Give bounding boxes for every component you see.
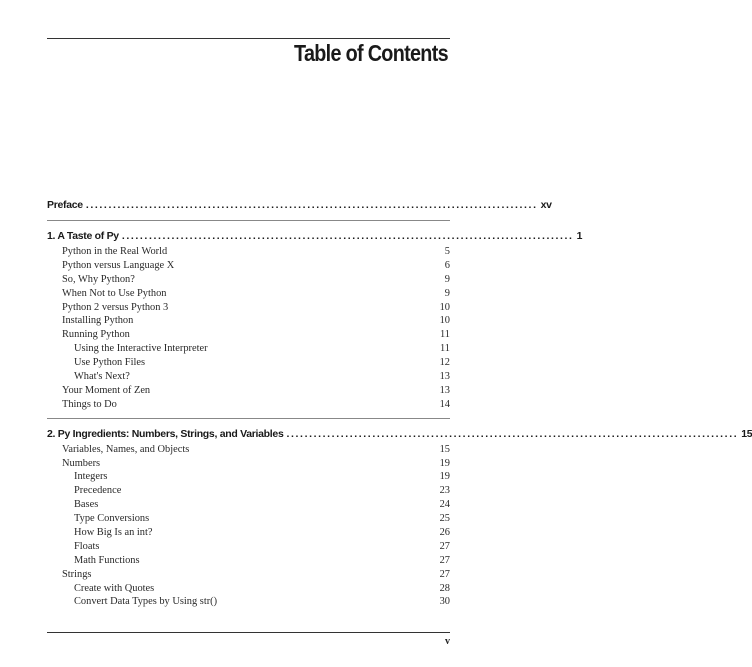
toc-entry-text: Math Functions: [74, 554, 140, 566]
toc-entry-page: 10: [439, 315, 450, 327]
toc-subentry[interactable]: [47, 484, 450, 498]
toc-entry-text: Variables, Names, and Objects: [62, 443, 190, 455]
toc-entry-text: How Big Is an int?: [74, 527, 153, 539]
toc-subentry[interactable]: [47, 498, 450, 512]
toc-entry-text: What's Next?: [74, 371, 130, 383]
toc-entry[interactable]: [47, 457, 450, 471]
toc-entry-page: 27: [439, 554, 450, 566]
toc-entry-text: So, Why Python?: [62, 273, 135, 285]
toc-preface[interactable]: [47, 197, 552, 214]
toc-entry-page: 28: [439, 582, 450, 594]
toc-preface-label: Preface: [47, 199, 83, 211]
toc-entry-text: When Not to Use Python: [62, 287, 167, 299]
toc-entry-page: 6: [444, 259, 450, 271]
toc-entry-page: 27: [439, 568, 450, 580]
toc-entry-text: Bases: [74, 499, 99, 511]
toc-entry-text: Python 2 versus Python 3: [62, 301, 169, 313]
toc-entry-text: Precedence: [74, 485, 122, 497]
toc-entry[interactable]: [47, 443, 450, 457]
toc-subentry[interactable]: [47, 595, 450, 609]
toc-entry-page: 9: [444, 287, 450, 299]
toc-entry-text: Type Conversions: [74, 513, 150, 525]
toc-entry-page: 9: [444, 273, 450, 285]
toc-entry-text: Python in the Real World: [62, 246, 168, 257]
toc-entry[interactable]: [47, 384, 450, 398]
toc-subentry[interactable]: [47, 470, 450, 484]
leader-dots: ....................................................................................................: [286, 427, 739, 440]
bottom-rule: [47, 632, 450, 633]
toc-entry-text: Your Moment of Zen: [62, 384, 151, 396]
section-divider: [47, 418, 450, 419]
toc-entry-page: 24: [439, 499, 450, 511]
toc-entry-page: 19: [439, 471, 450, 483]
table-of-contents: [47, 197, 752, 609]
toc-entry-page: 26: [439, 527, 450, 539]
toc-entry-page: 13: [439, 371, 450, 383]
toc-chapter-1: [47, 228, 583, 412]
toc-entry-page: 15: [439, 443, 450, 455]
toc-entry-text: Integers: [74, 471, 108, 483]
toc-entry-text: Things to Do: [62, 398, 117, 410]
toc-entry-page: 30: [439, 596, 450, 608]
toc-entry-text: Floats: [74, 540, 100, 552]
toc-entry[interactable]: [47, 245, 450, 259]
toc-chapter-2-page: 15: [741, 427, 752, 440]
toc-entry[interactable]: [47, 314, 450, 328]
toc-entry[interactable]: [47, 273, 450, 287]
toc-entry-page: 11: [439, 343, 450, 355]
leader-dots: ....................................................................................................: [121, 230, 574, 242]
toc-entry-page: 19: [439, 457, 450, 469]
toc-entry[interactable]: [47, 398, 450, 412]
toc-entry-page: 10: [439, 301, 450, 313]
toc-chapter-1-page: 1: [576, 230, 583, 242]
toc-subentry[interactable]: [47, 342, 450, 356]
toc-entry-page: 13: [439, 384, 450, 396]
toc-entry[interactable]: [47, 301, 450, 315]
toc-chapter-2: [47, 426, 752, 610]
toc-subentry[interactable]: [47, 512, 450, 526]
toc-entry-page: 23: [439, 485, 450, 497]
toc-entry-page: 5: [444, 246, 450, 257]
toc-entry-text: Running Python: [62, 329, 130, 341]
toc-entry-page: 25: [439, 513, 450, 525]
toc-entry-text: Numbers: [62, 457, 101, 469]
toc-chapter-1-label: 1. A Taste of Py: [47, 230, 119, 242]
top-rule: [47, 38, 450, 39]
toc-subentry[interactable]: [47, 526, 450, 540]
toc-entry-page: 11: [439, 329, 450, 341]
toc-entry-text: Strings: [62, 568, 92, 580]
toc-entry[interactable]: [47, 287, 450, 301]
toc-entry-text: Installing Python: [62, 315, 134, 327]
toc-entry-page: 27: [439, 540, 450, 552]
toc-entry-page: 14: [439, 398, 450, 410]
toc-entry-text: Python versus Language X: [62, 259, 175, 271]
toc-chapter-1-heading[interactable]: [47, 228, 583, 245]
toc-entry-text: Create with Quotes: [74, 582, 155, 594]
toc-subentry[interactable]: [47, 356, 450, 370]
toc-entry[interactable]: [47, 328, 450, 342]
toc-preface-page: xv: [540, 199, 552, 211]
toc-subentry[interactable]: [47, 582, 450, 596]
toc-subentry[interactable]: [47, 540, 450, 554]
leader-dots: ....................................................................................................: [85, 199, 538, 211]
section-divider: [47, 220, 450, 221]
toc-subentry[interactable]: [47, 370, 450, 384]
page-number: v: [445, 636, 450, 647]
toc-entry-text: Use Python Files: [74, 357, 146, 369]
toc-chapter-2-label: 2. Py Ingredients: Numbers, Strings, and Variables: [47, 427, 284, 440]
toc-chapter-2-heading[interactable]: [47, 426, 752, 443]
toc-entry[interactable]: [47, 259, 450, 273]
toc-entry-page: 12: [439, 357, 450, 369]
toc-entry-text: Using the Interactive Interpreter: [74, 343, 208, 355]
page-title: Table of Contents: [294, 40, 448, 66]
toc-entry-text: Convert Data Types by Using str(): [74, 596, 218, 608]
toc-subentry[interactable]: [47, 554, 450, 568]
toc-entry[interactable]: [47, 568, 450, 582]
